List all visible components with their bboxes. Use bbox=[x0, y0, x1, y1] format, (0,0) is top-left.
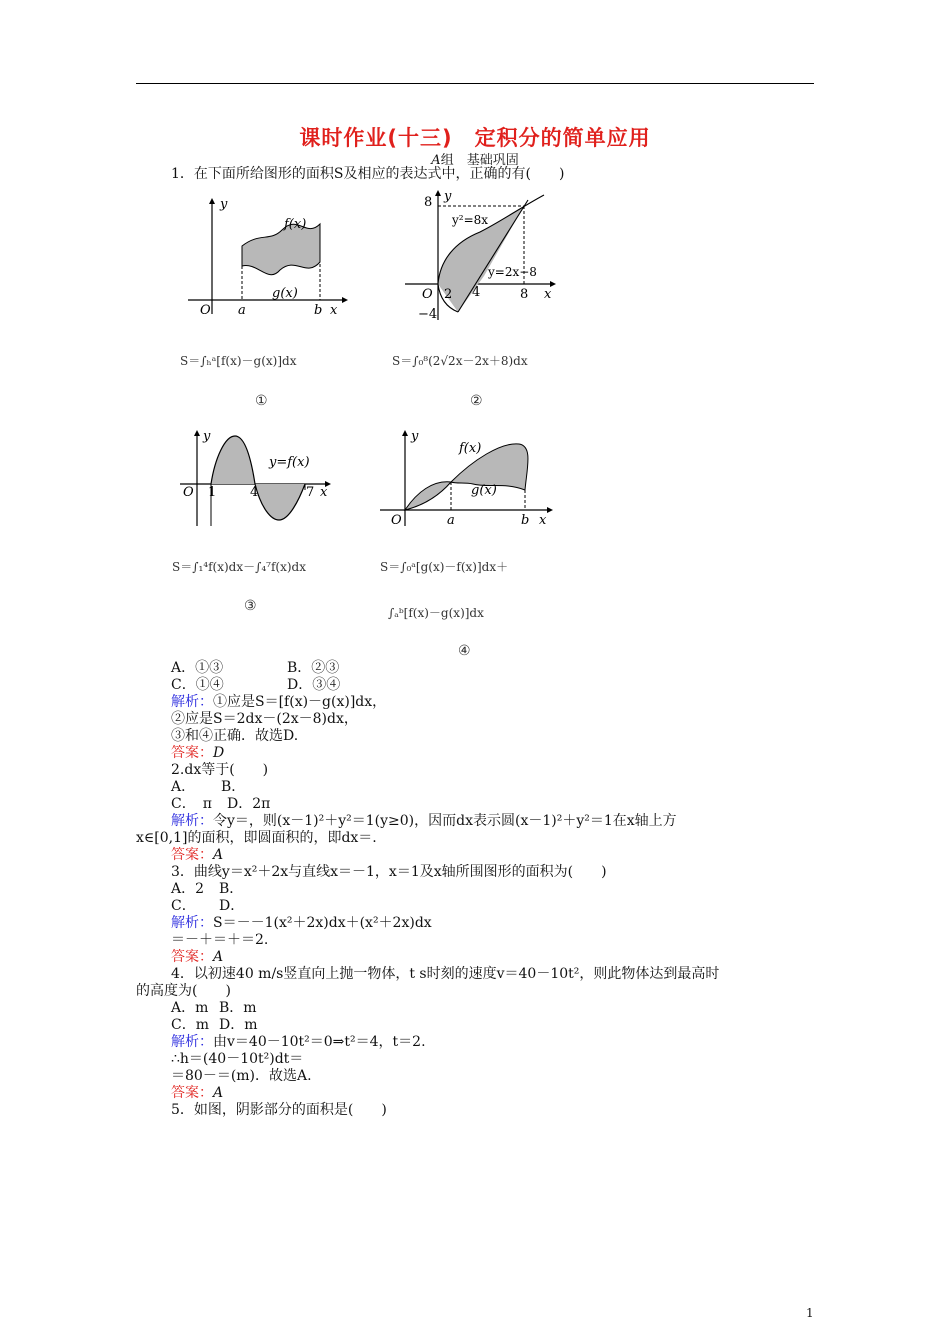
fig3-4: 4 bbox=[250, 485, 259, 500]
q1-jiexi-3: ③和④正确．故选D. bbox=[171, 728, 299, 744]
q4-opt-d: D．m bbox=[219, 1017, 258, 1033]
q4-opt-a: A．m bbox=[171, 1000, 209, 1016]
q1-jiexi-1 bbox=[171, 694, 386, 710]
fig2-2: 2 bbox=[444, 287, 453, 302]
q4-answer-value: A bbox=[213, 1085, 224, 1101]
q4-options-row1 bbox=[171, 1000, 257, 1016]
fig4-origin: O bbox=[391, 513, 402, 528]
q5-stem: 5．如图，阴影部分的面积是( ) bbox=[171, 1102, 387, 1118]
q3-jiexi-text-1: S＝－－1(x²＋2x)dx＋(x²＋2x)dx bbox=[213, 915, 432, 931]
fig1-x-label: x bbox=[330, 303, 338, 318]
fig1-g-label: g(x) bbox=[272, 286, 298, 301]
q1-opt-d: D．③④ bbox=[287, 677, 341, 693]
q1-answer bbox=[171, 745, 224, 761]
q2-options-row2 bbox=[171, 796, 271, 812]
fig3-shaded-positive bbox=[211, 436, 255, 484]
q1-options-row1 bbox=[171, 660, 340, 676]
label-1: ① bbox=[255, 393, 268, 409]
q3-answer bbox=[171, 949, 223, 965]
fig1-origin: O bbox=[200, 303, 211, 318]
fig3-f-label: y=f(x) bbox=[269, 455, 310, 470]
q1-opt-b: B．②③ bbox=[287, 660, 340, 676]
q2-jiexi-text-1: 令y＝，则(x－1)²＋y²＝1(y≥0)，因而dx表示圆(x－1)²＋y²＝1在x轴上方 bbox=[213, 813, 677, 829]
q2-jiexi-2: x∈[0,1]的面积，即圆面积的，即dx＝. bbox=[136, 830, 377, 846]
q1-opt-a: A．①③ bbox=[171, 660, 224, 676]
formula-1: S＝∫ₕᵃ[f(x)－g(x)]dx bbox=[180, 354, 297, 368]
q4-stem-2: 的高度为( ) bbox=[136, 983, 231, 999]
q4-options-row2 bbox=[171, 1017, 258, 1033]
q4-opt-b: B．m bbox=[219, 1000, 257, 1016]
figure-4 bbox=[377, 428, 557, 528]
q4-jiexi-text-1: 由v＝40－10t²＝0⇒t²＝4，t＝2. bbox=[213, 1034, 426, 1050]
fig1-b-label: b bbox=[314, 303, 323, 318]
fig2-eq1: y²=8x bbox=[452, 213, 489, 227]
q4-jiexi-3: ＝80－＝(m)．故选A. bbox=[171, 1068, 312, 1084]
fig2-origin: O bbox=[422, 287, 433, 302]
q1-jiexi-2: ②应是S＝2dx－(2x－8)dx， bbox=[171, 711, 358, 727]
label-3: ③ bbox=[244, 598, 257, 614]
fig4-b-label: b bbox=[521, 513, 530, 528]
answer-label: 答案： bbox=[171, 1085, 213, 1101]
fig4-f-label: f(x) bbox=[459, 441, 482, 456]
jiexi-label: 解析： bbox=[171, 1034, 213, 1050]
q3-opt-a: A．2 bbox=[171, 881, 205, 897]
jiexi-label: 解析： bbox=[171, 915, 213, 931]
fig1-shaded-region bbox=[242, 224, 320, 275]
q2-answer-value: A bbox=[213, 847, 224, 863]
q2-opt-b: B． bbox=[221, 779, 246, 795]
q2-opt-c: C． π bbox=[171, 796, 212, 812]
fig4-x-label: x bbox=[539, 513, 547, 528]
fig2-x-label: x bbox=[544, 287, 552, 302]
fig3-y-label: y bbox=[203, 429, 211, 444]
q4-answer bbox=[171, 1085, 223, 1101]
q3-options-row1 bbox=[171, 881, 244, 897]
q4-jiexi-2: ∴h＝(40－10t²)dt＝ bbox=[171, 1051, 304, 1067]
q4-opt-c: C．m bbox=[171, 1017, 209, 1033]
fig3-7: 7 bbox=[306, 485, 315, 500]
q1-answer-value: D bbox=[213, 745, 225, 761]
jiexi-label: 解析： bbox=[171, 694, 213, 710]
q3-jiexi-1 bbox=[171, 915, 432, 931]
fig2-eq2: y=2x−8 bbox=[488, 265, 537, 279]
formula-4a: S＝∫₀ᵃ[g(x)－f(x)]dx＋ bbox=[380, 560, 509, 574]
answer-label: 答案： bbox=[171, 847, 213, 863]
page-number: 1 bbox=[806, 1306, 814, 1320]
formula-3: S＝∫₁⁴f(x)dx－∫₄⁷f(x)dx bbox=[172, 560, 307, 574]
q3-jiexi-2: ＝－＋＝＋＝2. bbox=[171, 932, 269, 948]
label-2: ② bbox=[470, 393, 483, 409]
q3-opt-b: B． bbox=[219, 881, 244, 897]
q4-jiexi-1 bbox=[171, 1034, 426, 1050]
q2-jiexi-1 bbox=[171, 813, 677, 829]
header-rule bbox=[136, 83, 814, 84]
q3-opt-d: D． bbox=[219, 898, 245, 914]
q2-stem: 2.dx等于( ) bbox=[171, 762, 269, 778]
q3-opt-c: C． bbox=[171, 898, 196, 914]
fig2-neg4: −4 bbox=[418, 307, 438, 322]
q4-stem-1: 4．以初速40 m/s竖直向上抛一物体，t s时刻的速度v＝40－10t²，则此物体达到最高时 bbox=[171, 966, 720, 982]
figure-2 bbox=[400, 190, 560, 325]
fig1-y-label: y bbox=[220, 197, 228, 212]
fig2-8-top: 8 bbox=[424, 195, 433, 210]
fig3-x-label: x bbox=[320, 485, 328, 500]
fig2-4: 4 bbox=[472, 285, 481, 300]
fig1-a-label: a bbox=[238, 303, 246, 318]
group-letter: A bbox=[431, 153, 441, 168]
fig4-y-label: y bbox=[411, 429, 419, 444]
answer-label: 答案： bbox=[171, 745, 213, 761]
formula-2: S＝∫₀⁸(2√2x－2x＋8)dx bbox=[392, 354, 528, 368]
q3-stem: 3．曲线y＝x²＋2x与直线x＝－1，x＝1及x轴所围图形的面积为( ) bbox=[171, 864, 607, 880]
label-4: ④ bbox=[458, 643, 471, 659]
q2-answer bbox=[171, 847, 223, 863]
fig4-shaded-region-1 bbox=[405, 482, 451, 510]
q1-options-row2 bbox=[171, 677, 341, 693]
answer-label: 答案： bbox=[171, 949, 213, 965]
q3-answer-value: A bbox=[213, 949, 224, 965]
fig4-a-label: a bbox=[447, 513, 455, 528]
q1-stem: 1．在下面所给图形的面积S及相应的表达式中，正确的有( ) bbox=[171, 166, 565, 182]
fig3-1: 1 bbox=[208, 485, 217, 500]
figure-1 bbox=[180, 196, 350, 321]
group-rest: 组 基础巩固 bbox=[440, 153, 519, 168]
q1-jiexi-text-1: ①应是S＝[f(x)－g(x)]dx， bbox=[213, 694, 387, 710]
figure-3 bbox=[175, 428, 335, 528]
q2-opt-a: A． bbox=[171, 779, 196, 795]
formula-4b: ∫ₐᵇ[f(x)－g(x)]dx bbox=[388, 606, 484, 620]
q2-options-row1 bbox=[171, 779, 246, 795]
fig2-8: 8 bbox=[520, 287, 529, 302]
fig4-g-label: g(x) bbox=[471, 483, 497, 498]
jiexi-label: 解析： bbox=[171, 813, 213, 829]
q3-options-row2 bbox=[171, 898, 245, 914]
q1-opt-c: C．①④ bbox=[171, 677, 224, 693]
page-title: 课时作业(十三) 定积分的简单应用 bbox=[299, 126, 651, 150]
fig3-origin: O bbox=[183, 485, 194, 500]
fig1-f-label: f(x) bbox=[284, 217, 307, 232]
fig2-y-label: y bbox=[444, 190, 452, 204]
q2-opt-d: D．2π bbox=[227, 796, 271, 812]
